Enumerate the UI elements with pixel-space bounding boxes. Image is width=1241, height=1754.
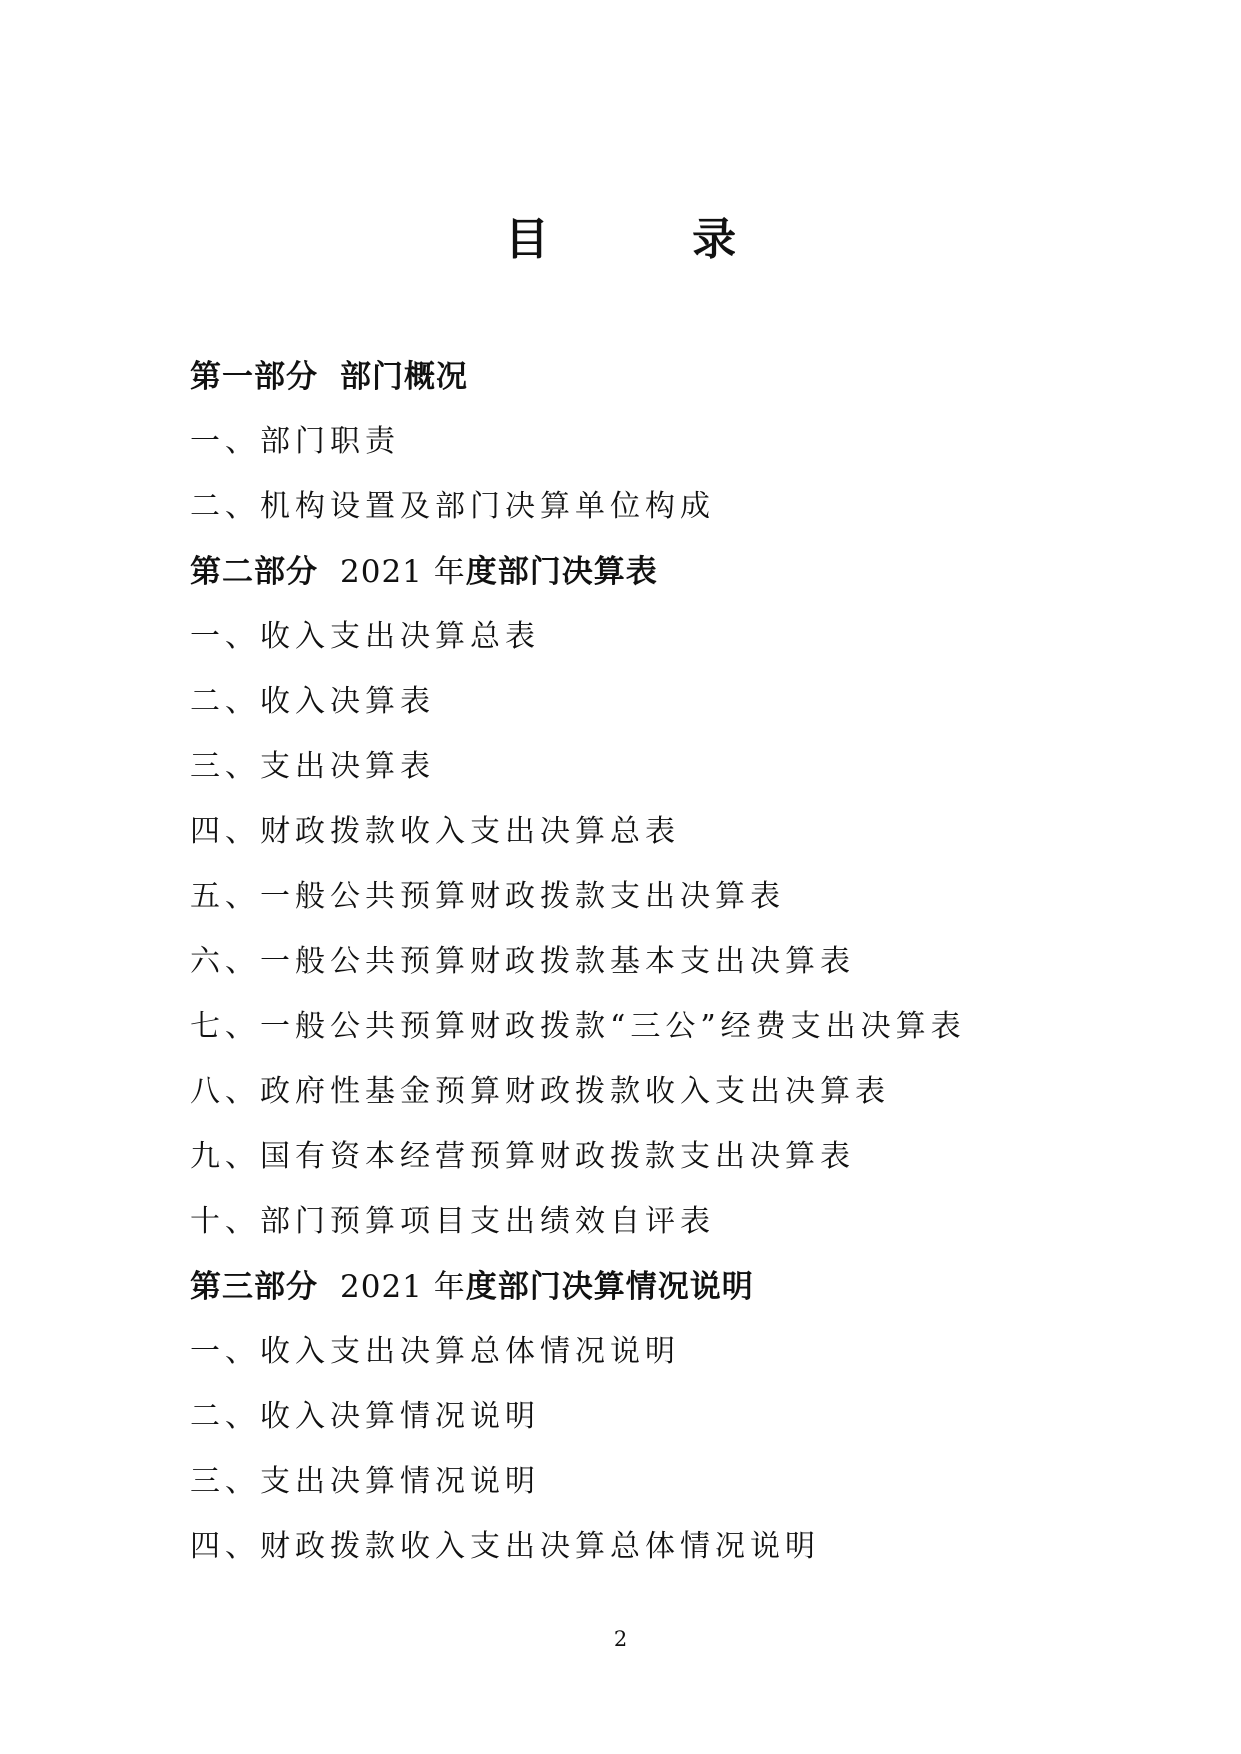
toc-section-part3	[190, 1266, 1090, 1331]
page-title: 目 录	[504, 214, 801, 265]
toc-item: 二、收入决算表	[190, 684, 435, 719]
toc-item: 九、国有资本经营预算财政拨款支出决算表	[190, 1139, 855, 1174]
toc-section-title: 度部门决算表	[465, 554, 658, 590]
toc-section-label: 第二部分	[190, 554, 318, 590]
toc-item: 二、收入决算情况说明	[190, 1399, 540, 1434]
toc-item: 一、收入支出决算总表	[190, 619, 540, 654]
toc-section-part1	[190, 356, 1090, 421]
toc-section-label: 第一部分	[190, 359, 318, 395]
toc-section-part2	[190, 551, 1090, 616]
toc-section-year: 2021 年	[340, 1269, 466, 1305]
toc-item: 十、部门预算项目支出绩效自评表	[190, 1204, 715, 1239]
toc-section-label: 第三部分	[190, 1269, 318, 1305]
page-number: 2	[613, 1627, 628, 1651]
toc-section-title: 度部门决算情况说明	[465, 1269, 754, 1305]
toc-item: 三、支出决算表	[190, 749, 435, 784]
toc-item: 七、一般公共预算财政拨款“三公”经费支出决算表	[190, 1009, 966, 1044]
table-of-contents	[190, 356, 1090, 1591]
toc-item: 四、财政拨款收入支出决算总体情况说明	[190, 1529, 820, 1564]
toc-item: 一、部门职责	[190, 424, 400, 459]
toc-section-year: 2021 年	[340, 554, 466, 590]
toc-item: 六、一般公共预算财政拨款基本支出决算表	[190, 944, 855, 979]
toc-item: 四、财政拨款收入支出决算总表	[190, 814, 680, 849]
toc-section-title: 部门概况	[340, 359, 468, 395]
toc-item: 一、收入支出决算总体情况说明	[190, 1334, 680, 1369]
toc-item: 三、支出决算情况说明	[190, 1464, 540, 1499]
toc-item: 五、一般公共预算财政拨款支出决算表	[190, 879, 785, 914]
toc-item: 二、机构设置及部门决算单位构成	[190, 489, 715, 524]
toc-item: 八、政府性基金预算财政拨款收入支出决算表	[190, 1074, 890, 1109]
